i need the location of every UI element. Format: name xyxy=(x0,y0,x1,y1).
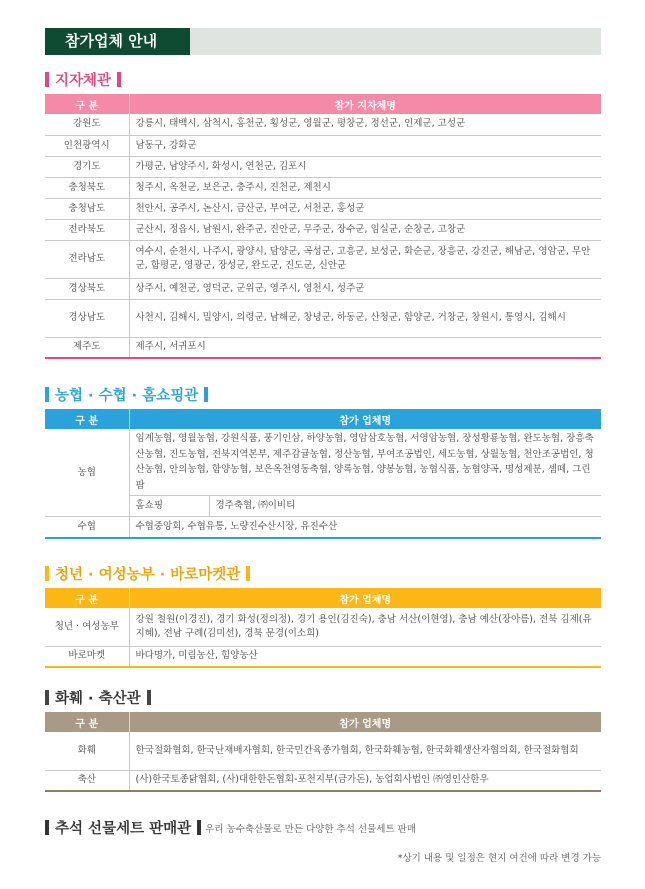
row-category: 청년 · 여성농부 xyxy=(45,608,129,646)
gift-set-section xyxy=(45,817,416,837)
row-list: 상주시, 예천군, 영덕군, 군위군, 영주시, 영천시, 성주군 xyxy=(129,278,601,299)
header-list: 참가 업체명 xyxy=(129,409,601,429)
local-table xyxy=(45,94,601,359)
table-row xyxy=(45,517,601,538)
table-header-row xyxy=(45,588,601,608)
table-row xyxy=(45,240,601,278)
row-list: (사)한국토종닭협회, (사)대한한돈협회-포천지부(금가돈), 농업회사법인 ㈜영인산한우 xyxy=(129,770,601,791)
page-title: 참가업체 안내 xyxy=(45,28,190,55)
row-list: 군산시, 정읍시, 남원시, 완주군, 진안군, 무주군, 장수군, 임실군, 순창군, 고창군 xyxy=(129,219,601,240)
table-header-row xyxy=(45,712,601,732)
table-row xyxy=(45,732,601,770)
section-bar-left xyxy=(45,690,49,705)
table-row xyxy=(45,770,601,791)
table-row xyxy=(45,135,601,156)
section-bar-right xyxy=(197,820,201,835)
table-row xyxy=(45,219,601,240)
row-category: 수협 xyxy=(45,517,129,538)
section-bar-left xyxy=(45,566,49,581)
row-list: 바다명가, 미림농산, 힘양농산 xyxy=(129,646,601,667)
table-row xyxy=(45,429,601,496)
row-list: 남동구, 강화군 xyxy=(129,135,601,156)
row-category: 경상북도 xyxy=(45,278,129,299)
row-category: 축산 xyxy=(45,770,129,791)
row-list: 임계농협, 영월농협, 강원식품, 풍기인삼, 하양농협, 영암삼호농협, 서영암농협, 장성황룡농협, 완도농협, 장흥축산농협, 진도농협, 전북지역본부, 제주감귤농협, 정산농협, 부여조공법인, 세도농협, 상월농협, 천안조공법인, 청산농협, 안의농협, 함양농협, 보은옥천영동축협, 양록농협, 양봉농협, 농협식품, 농협양곡, 명성제분, 셈떼, 그린팜 xyxy=(129,429,601,496)
row-list: 경주축협, ㈜이비티 xyxy=(209,496,601,517)
table-header-row xyxy=(45,409,601,429)
row-category: 화훼 xyxy=(45,732,129,770)
section-bar-right xyxy=(147,690,151,705)
header-list: 참가 업체명 xyxy=(129,588,601,608)
section-title-agri xyxy=(45,387,208,405)
row-category: 경기도 xyxy=(45,156,129,177)
table-row xyxy=(45,177,601,198)
section-title-flower xyxy=(45,690,151,708)
row-category: 전라남도 xyxy=(45,240,129,278)
row-list: 강릉시, 태백시, 삼척시, 홍천군, 횡성군, 영월군, 평창군, 정선군, 인제군, 고성군 xyxy=(129,114,601,135)
row-list: 청주시, 옥천군, 보은군, 충주시, 진천군, 제천시 xyxy=(129,177,601,198)
section-bar-right xyxy=(117,72,121,87)
section-bar-left xyxy=(45,72,49,87)
table-header-row xyxy=(45,94,601,114)
row-category: 인천광역시 xyxy=(45,135,129,156)
section-title-text: 화훼 · 축산관 xyxy=(55,691,141,707)
row-list: 천안시, 공주시, 논산시, 금산군, 부여군, 서천군, 홍성군 xyxy=(129,198,601,219)
table-row xyxy=(45,278,601,299)
table-row xyxy=(45,114,601,135)
header-list: 참가 업체명 xyxy=(129,712,601,732)
section-title-text: 농협 · 수협 · 홈쇼핑관 xyxy=(55,388,199,404)
section-bar-right xyxy=(246,566,250,581)
table-row xyxy=(45,646,601,667)
flower-table xyxy=(45,712,601,792)
row-list: 수협중앙회, 수협유통, 노량진수산시장, 유진수산 xyxy=(129,517,601,538)
row-list: 가평군, 남양주시, 화성시, 연천군, 김포시 xyxy=(129,156,601,177)
row-category: 충청북도 xyxy=(45,177,129,198)
section-title-youth xyxy=(45,566,250,584)
row-category: 강원도 xyxy=(45,114,129,135)
homeshopping-label: 홈쇼핑 xyxy=(129,496,209,517)
row-category: 경상남도 xyxy=(45,299,129,337)
section-bar-left xyxy=(45,387,49,402)
row-category: 전라북도 xyxy=(45,219,129,240)
header-list: 참가 지자체명 xyxy=(129,94,601,114)
gift-set-description: 우리 농수축산물로 만든 다양한 추석 선물세트 판매 xyxy=(205,823,417,835)
row-list: 사천시, 김해시, 밀양시, 의령군, 남해군, 창녕군, 하동군, 산청군, 함양군, 거창군, 창원시, 통영시, 김해시 xyxy=(129,299,601,337)
agri-table xyxy=(45,409,601,539)
header-category: 구 분 xyxy=(45,588,129,608)
row-list: 한국절화협회, 한국난재배자협회, 한국민간육종가협회, 한국화훼농협, 한국화훼생산자협의회, 한국절화협회 xyxy=(129,732,601,770)
section-bar-left xyxy=(45,820,49,835)
header-category: 구 분 xyxy=(45,712,129,732)
row-list: 제주시, 서귀포시 xyxy=(129,337,601,358)
table-row xyxy=(45,496,601,517)
row-category: 제주도 xyxy=(45,337,129,358)
section-title-text: 지자체관 xyxy=(55,73,112,89)
row-category: 충청남도 xyxy=(45,198,129,219)
table-row xyxy=(45,608,601,646)
footnote: *상기 내용 및 일정은 현지 여건에 따라 변경 가능 xyxy=(397,853,601,864)
row-category: 농협 xyxy=(45,429,129,517)
section-bar-right xyxy=(204,387,208,402)
row-list: 강원 철원(이경진), 경기 화성(정의정), 경기 용인(김진숙), 충남 서산(이현영), 충남 예산(장아름), 전북 김제(유지혜), 전남 구례(김미선), 경북 문경(이소희) xyxy=(129,608,601,646)
row-category: 바로마켓 xyxy=(45,646,129,667)
table-row xyxy=(45,337,601,358)
gift-set-title: 추석 선물세트 판매관 xyxy=(55,821,192,837)
table-row xyxy=(45,299,601,337)
youth-table xyxy=(45,588,601,668)
row-list: 여수시, 순천시, 나주시, 광양시, 담양군, 곡성군, 고흥군, 보성군, 화순군, 장흥군, 강진군, 해남군, 영암군, 무안군, 함평군, 영광군, 장성군, 완도군, 진도군, 신안군 xyxy=(129,240,601,278)
header-category: 구 분 xyxy=(45,94,129,114)
header-category: 구 분 xyxy=(45,409,129,429)
section-title-local xyxy=(45,72,121,90)
table-row xyxy=(45,198,601,219)
table-row xyxy=(45,156,601,177)
section-title-text: 청년 · 여성농부 · 바로마켓관 xyxy=(55,567,241,583)
